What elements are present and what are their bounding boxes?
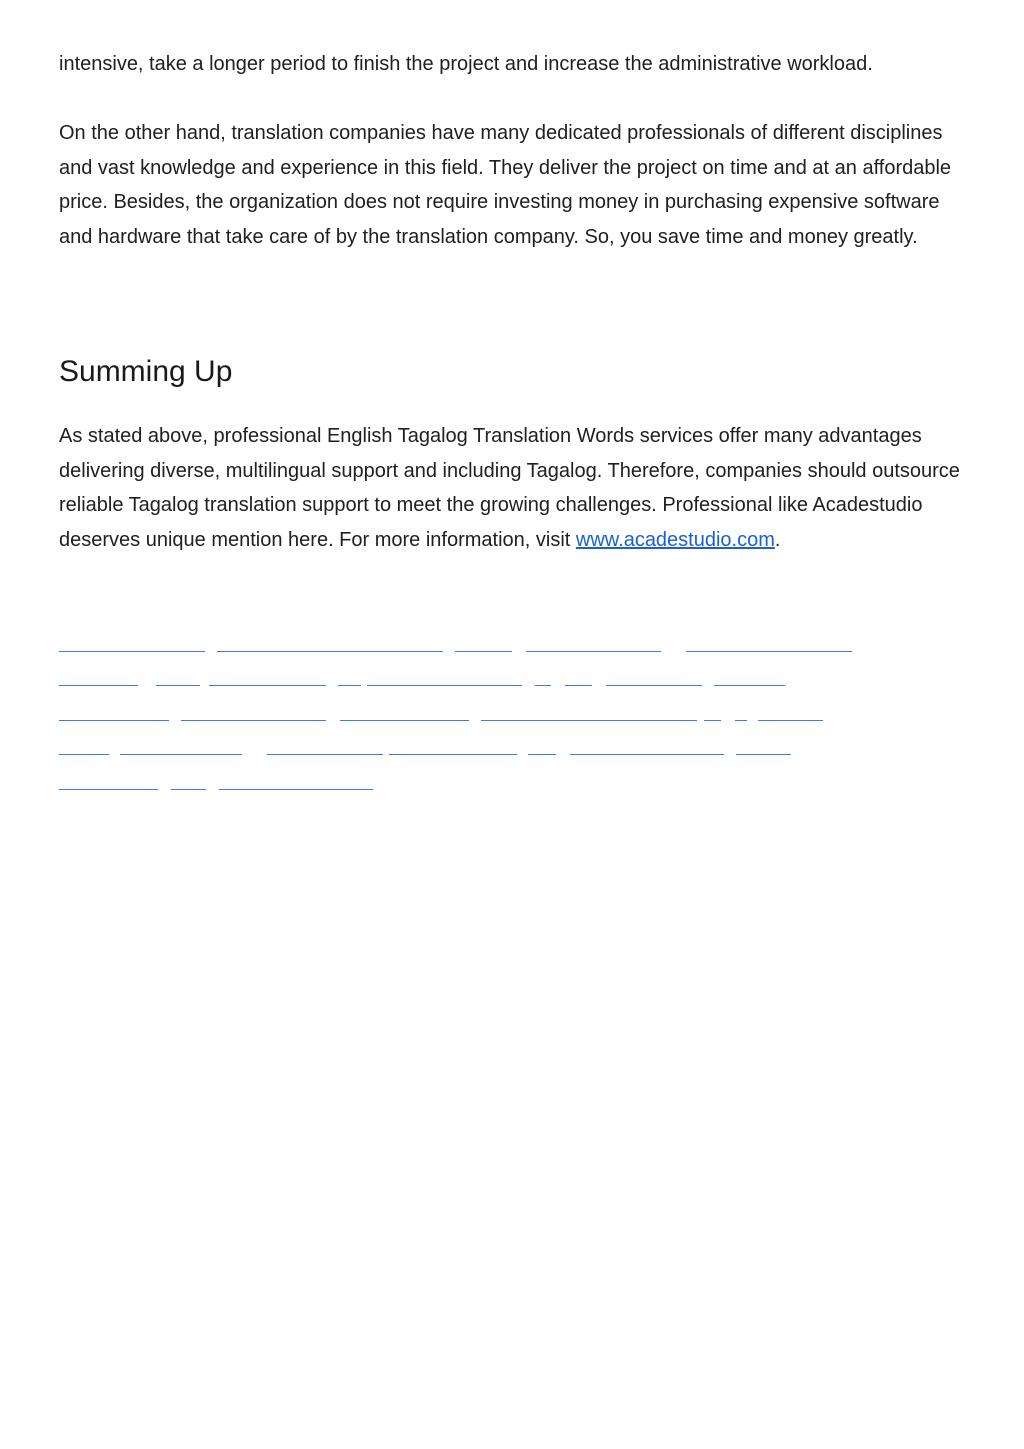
link-placeholder[interactable] [526, 651, 661, 652]
link-placeholder[interactable] [565, 685, 592, 686]
link-placeholder[interactable] [156, 685, 200, 686]
link-placeholder[interactable] [528, 754, 556, 755]
link-placeholder[interactable] [171, 789, 206, 790]
link-placeholder[interactable] [735, 720, 747, 721]
link-placeholder[interactable] [455, 651, 512, 652]
link-placeholder[interactable] [389, 754, 517, 755]
link-placeholder[interactable] [686, 651, 852, 652]
link-placeholder-row [59, 789, 969, 793]
link-placeholder[interactable] [758, 720, 823, 721]
summary-text: As stated above, professional English Tagalog Translation Words services offer many advantages delivering diverse, multilingual support and including Tagalog. Therefore, companies should outsource reliable Tagalog translation support to meet the growing challenges. Professional like Acadestudio deserves unique mention here. For more information, visit [59, 425, 960, 551]
link-placeholder-row [59, 754, 969, 758]
paragraph-summary [59, 419, 969, 557]
link-placeholder[interactable] [59, 720, 169, 721]
link-placeholder[interactable] [367, 685, 522, 686]
link-placeholder[interactable] [267, 754, 383, 755]
link-placeholder[interactable] [59, 789, 158, 790]
paragraph-intro-continuation: intensive, take a longer period to finish the project and increase the administrative workload. [59, 53, 873, 75]
link-placeholder[interactable] [59, 651, 205, 652]
link-placeholder[interactable] [606, 685, 702, 686]
link-placeholder-row [59, 685, 969, 689]
section-heading: Summing Up [59, 355, 233, 388]
link-placeholder[interactable] [219, 789, 373, 790]
link-placeholder[interactable] [181, 720, 326, 721]
link-placeholder[interactable] [59, 754, 109, 755]
link-placeholder[interactable] [570, 754, 724, 755]
link-placeholder[interactable] [535, 685, 551, 686]
link-placeholder[interactable] [217, 651, 443, 652]
link-placeholder-row [59, 651, 969, 655]
acadestudio-link[interactable]: www.acadestudio.com [575, 528, 775, 551]
link-placeholder[interactable] [340, 720, 469, 721]
paragraph-translation-companies: On the other hand, translation companies have many dedicated professionals of different disciplines and vast knowledge and experience in this field. They deliver the project on time and at an affordable price. Besides, the organization does not require investing money in purchasing expensive software and hardware that take care of by the translation company. So, you save time and money greatly. [59, 122, 952, 248]
link-placeholder[interactable] [59, 685, 138, 686]
link-placeholder[interactable] [209, 685, 326, 686]
link-placeholder[interactable] [714, 685, 785, 686]
link-placeholder[interactable] [704, 720, 721, 721]
link-placeholder-row [59, 720, 969, 724]
link-placeholder[interactable] [481, 720, 697, 721]
summary-period: . [774, 528, 781, 551]
link-placeholder[interactable] [736, 754, 791, 755]
link-placeholder[interactable] [120, 754, 242, 755]
link-placeholder[interactable] [338, 685, 361, 686]
